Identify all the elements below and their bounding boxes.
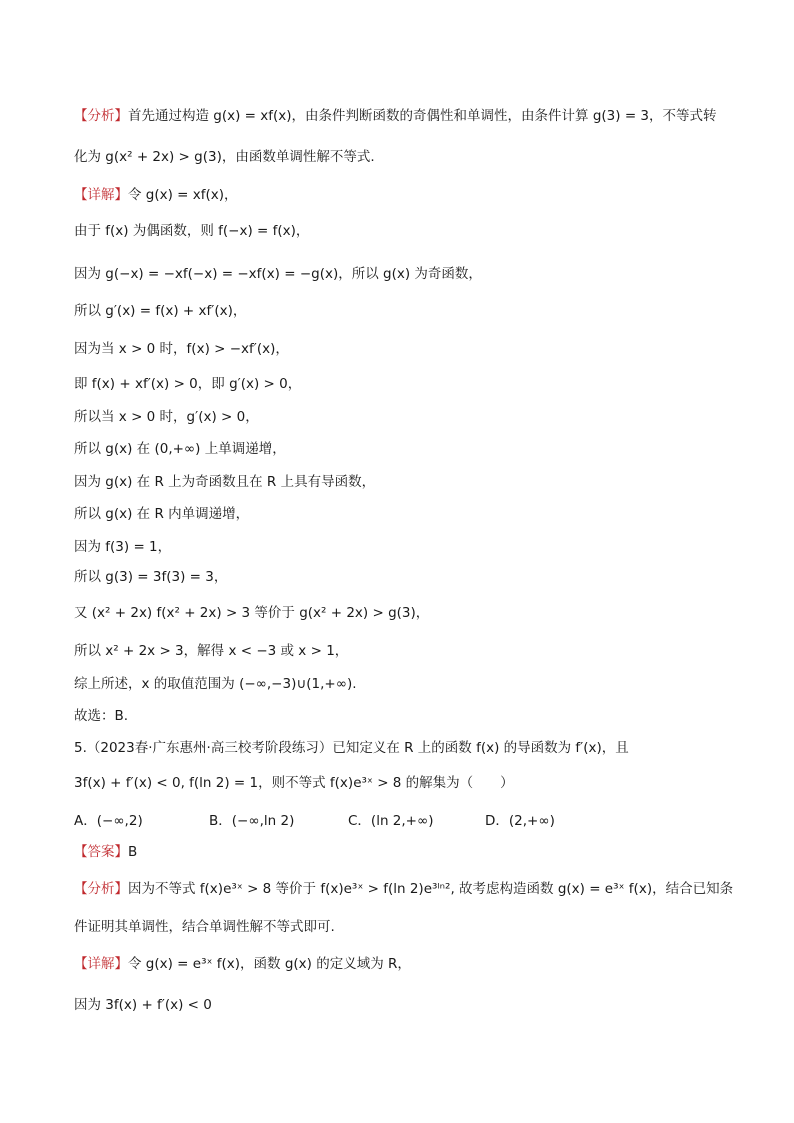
option-b: B．(−∞,ln 2) xyxy=(209,813,295,829)
option-a: A．(−∞,2) xyxy=(74,813,143,829)
analysis-line-2: 化为 g(x² + 2x) > g(3)，由函数单调性解不等式. xyxy=(74,149,375,165)
option-d: D．(2,+∞) xyxy=(485,813,555,829)
detail-line-13: 又 (x² + 2x) f(x² + 2x) > 3 等价于 g(x² + 2x) > g(3)， xyxy=(74,605,430,621)
detail-line-15: 综上所述，x 的取值范围为 (−∞,−3)∪(1,+∞). xyxy=(74,676,357,692)
detail-line-5: 因为当 x > 0 时，f(x) > −xf′(x)， xyxy=(74,341,289,357)
option-c: C．(ln 2,+∞) xyxy=(348,813,434,829)
question-5-stem-1: 5.（2023春·广东惠州·高三校考阶段练习）已知定义在 R 上的函数 f(x) 的导函数为 f′(x)，且 xyxy=(74,740,629,756)
detail-line-3: 因为 g(−x) = −xf(−x) = −xf(x) = −g(x)，所以 g(x) 为奇函数， xyxy=(74,266,482,282)
detail-line-12: 所以 g(3) = 3f(3) = 3， xyxy=(74,569,228,585)
answer-choice-line: 故选：B. xyxy=(74,708,129,724)
section-tag: 【答案】 xyxy=(74,844,128,860)
detail2-line-1: 【详解】令 g(x) = e³ˣ f(x)，函数 g(x) 的定义域为 R， xyxy=(74,956,411,972)
detail-line-14: 所以 x² + 2x > 3，解得 x < −3 或 x > 1， xyxy=(74,643,349,659)
detail2-line-2: 因为 3f(x) + f′(x) < 0 xyxy=(74,997,212,1013)
section-tag: 【详解】 xyxy=(74,956,128,972)
detail-line-9: 因为 g(x) 在 R 上为奇函数且在 R 上具有导函数， xyxy=(74,474,376,490)
detail-line-1: 【详解】令 g(x) = xf(x)， xyxy=(74,187,238,203)
answer-line: 【答案】B xyxy=(74,844,138,860)
detail-line-2: 由于 f(x) 为偶函数，则 f(−x) = f(x)， xyxy=(74,223,310,239)
analysis-line-1: 【分析】首先通过构造 g(x) = xf(x)，由条件判断函数的奇偶性和单调性，由条件计算 g(3) = 3，不等式转 xyxy=(74,108,717,124)
section-tag: 【分析】 xyxy=(74,108,128,124)
detail-line-8: 所以 g(x) 在 (0,+∞) 上单调递增， xyxy=(74,441,286,457)
detail-line-7: 所以当 x > 0 时，g′(x) > 0， xyxy=(74,409,259,425)
section-tag: 【详解】 xyxy=(74,187,128,203)
section-tag: 【分析】 xyxy=(74,881,128,897)
detail-line-6: 即 f(x) + xf′(x) > 0，即 g′(x) > 0， xyxy=(74,376,302,392)
detail-line-10: 所以 g(x) 在 R 内单调递增， xyxy=(74,506,250,522)
analysis2-line-1: 【分析】因为不等式 f(x)e³ˣ > 8 等价于 f(x)e³ˣ > f(ln 2)e³ˡⁿ², 故考虑构造函数 g(x) = e³ˣ f(x)，结合已知条 xyxy=(74,881,734,897)
detail-line-11: 因为 f(3) = 1， xyxy=(74,539,172,555)
detail-line-4: 所以 g′(x) = f(x) + xf′(x)， xyxy=(74,303,247,319)
question-5-stem-2: 3f(x) + f′(x) < 0, f(ln 2) = 1，则不等式 f(x)e³ˣ > 8 的解集为（ ） xyxy=(74,775,514,791)
analysis2-line-2: 件证明其单调性，结合单调性解不等式即可. xyxy=(74,919,335,935)
